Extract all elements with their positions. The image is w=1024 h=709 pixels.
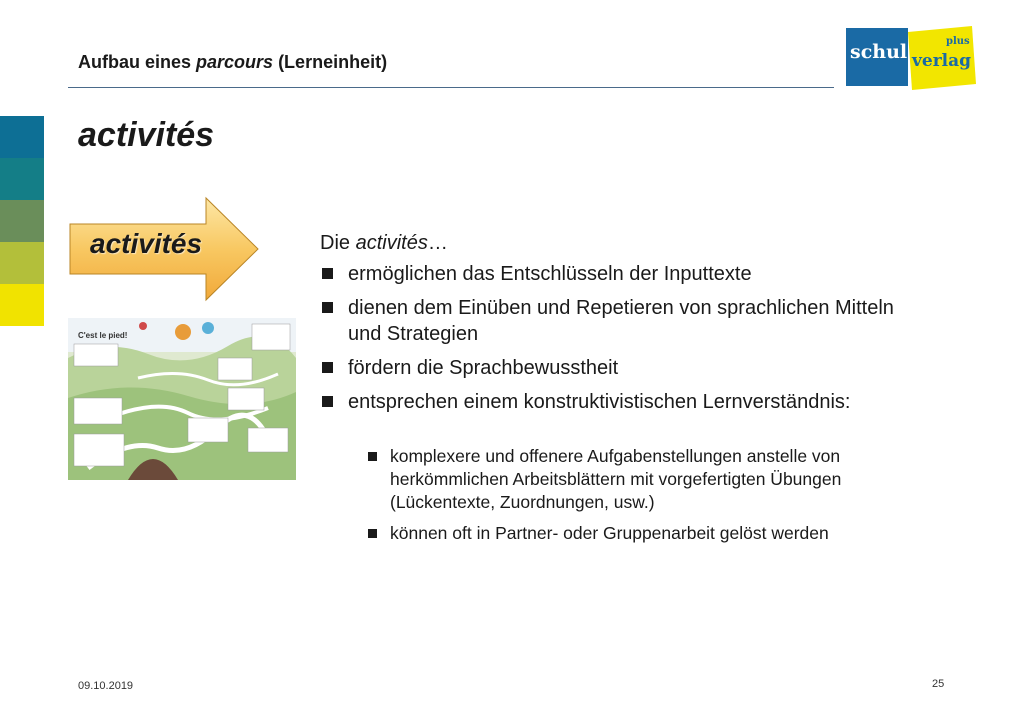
logo-word-schul: schul: [850, 41, 908, 63]
color-bar-1: [0, 116, 44, 158]
logo-word-verlag: verlag: [912, 51, 972, 71]
header-title-suffix: (Lerneinheit): [273, 52, 388, 72]
sub-bullet-item: können oft in Partner- oder Gruppenarbeit gelöst werden: [366, 522, 930, 545]
logo-word-plus: plus: [946, 36, 970, 47]
thumbnail-heading: C'est le pied!: [78, 331, 128, 340]
color-bar-2: [0, 158, 44, 200]
side-color-bars: [0, 116, 44, 326]
intro-line: [320, 232, 930, 255]
bullet-item: fördern die Sprachbewusstheit: [320, 355, 930, 381]
footer-date: 09.10.2019: [78, 680, 134, 692]
header-title-italic: parcours: [196, 52, 274, 72]
bullet-item: ermöglichen das Entschlüsseln der Inputtexte: [320, 261, 930, 287]
schulverlag-logo: [846, 24, 976, 92]
content-body: [320, 232, 930, 553]
header-title-prefix: Aufbau eines: [78, 52, 197, 72]
intro-suffix: …: [427, 232, 448, 254]
page-number: 25: [932, 678, 945, 690]
intro-italic: activités: [355, 232, 428, 254]
activites-arrow: [66, 196, 262, 302]
header-title: [78, 52, 387, 73]
sub-bullet-item: komplexere und offenere Aufgabenstellungen anstelle von herkömmlichen Arbeitsblättern mit vorgefertigten Übungen (Lückentexte, Zuordnungen, usw.): [366, 445, 930, 514]
sub-bullet-list: [366, 445, 930, 545]
color-bar-4: [0, 242, 44, 284]
page-title: activités: [78, 116, 215, 154]
color-bar-5: [0, 284, 44, 326]
arrow-label: activités: [90, 228, 203, 259]
header-divider: [68, 87, 834, 88]
intro-prefix: Die: [320, 232, 356, 254]
bullet-list: [320, 261, 930, 415]
parcours-map-thumbnail: [68, 318, 296, 480]
bullet-item: dienen dem Einüben und Repetieren von sprachlichen Mitteln und Strategien: [320, 295, 930, 347]
color-bar-3: [0, 200, 44, 242]
bullet-item: entsprechen einem konstruktivistischen Lernverständnis:: [320, 389, 930, 415]
